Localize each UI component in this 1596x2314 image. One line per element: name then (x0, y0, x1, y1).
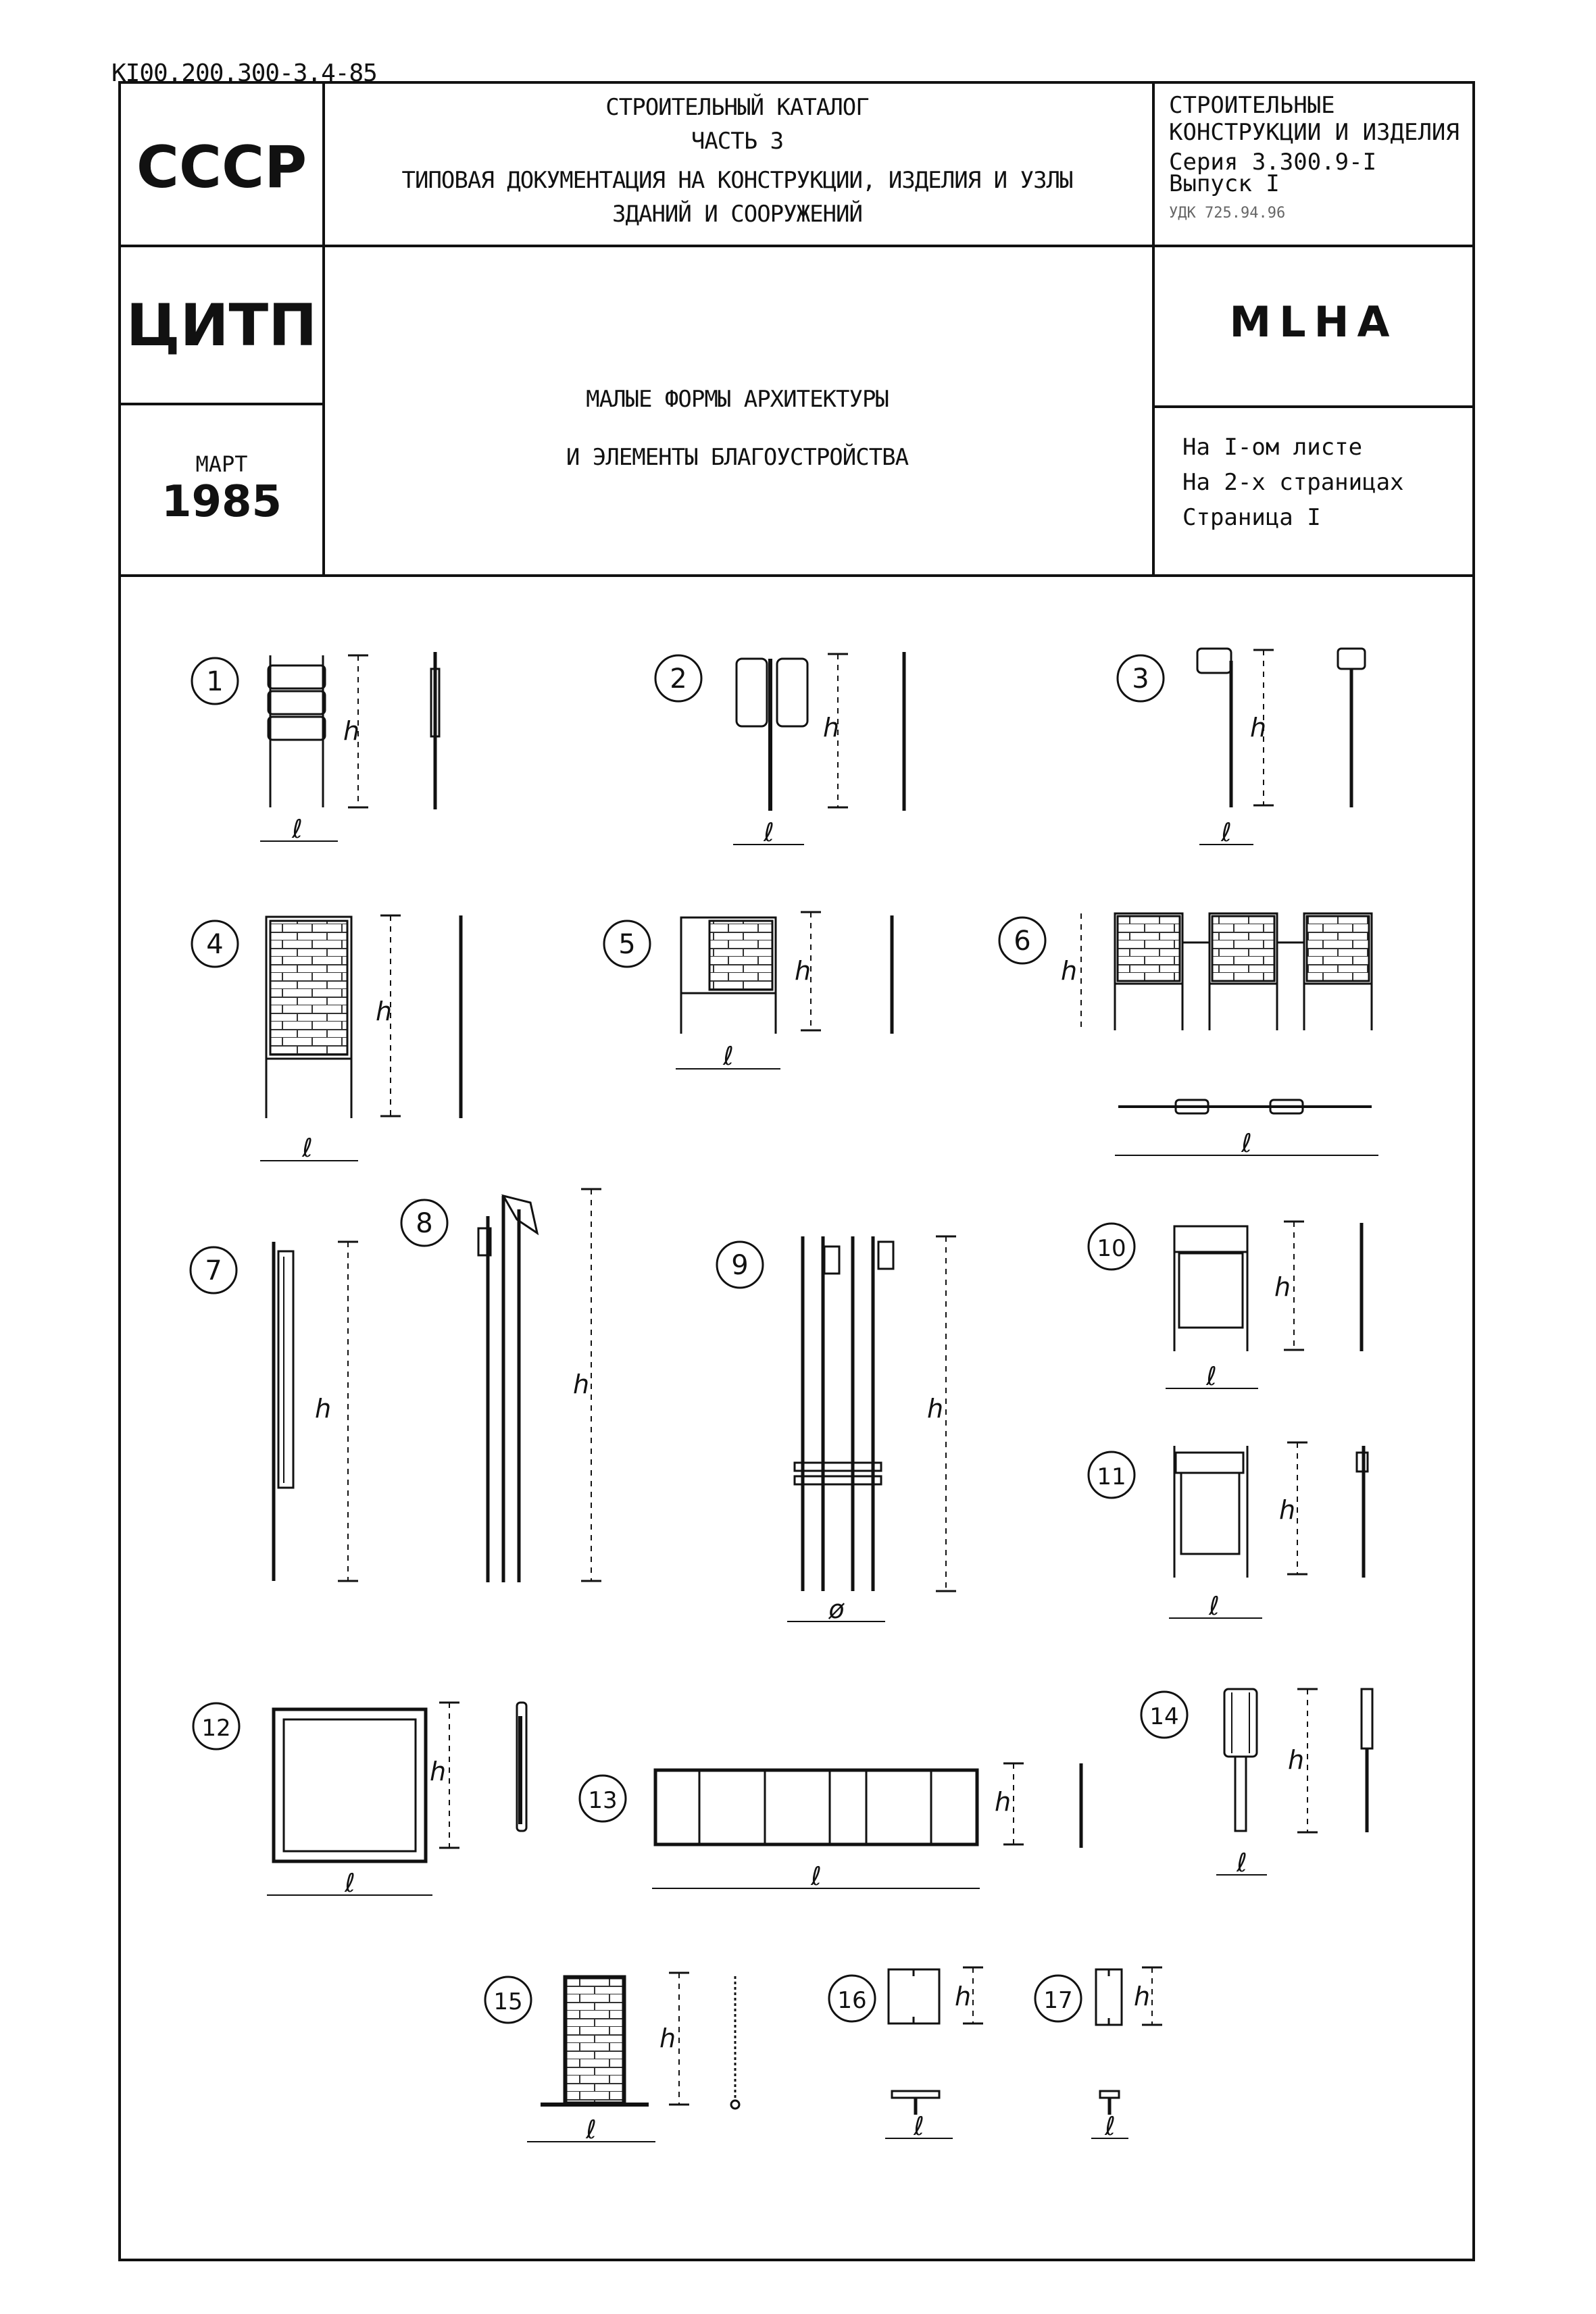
item-number: 17 (1043, 1987, 1073, 2014)
dim-l: ℓ (1209, 1591, 1220, 1621)
dim-h: h (1278, 1495, 1296, 1525)
dim-l: ℓ (1237, 1848, 1247, 1878)
item-5-drawing (676, 912, 892, 1069)
catalog-title: СТРОИТЕЛЬНЫЙ КАТАЛОГ ЧАСТЬ 3 ТИПОВАЯ ДОКУМЕНТАЦИЯ НА КОНСТРУКЦИИ, ИЗДЕЛИЯ И УЗЛЫ ЗДАНИЙ И СООРУЖЕНИЙ (401, 94, 1073, 228)
dim-h: h (659, 2023, 676, 2053)
item-number: 11 (1097, 1463, 1126, 1490)
dim-l: ℓ (345, 1868, 355, 1898)
dim-h: h (375, 997, 393, 1026)
item-number: 13 (588, 1787, 618, 1814)
item-number: 10 (1097, 1235, 1126, 1262)
item-number: 4 (206, 929, 224, 960)
dim-l: ℓ (1206, 1361, 1217, 1391)
issue-year: 1985 (161, 477, 282, 527)
document-code: KI00.200.300-3.4-85 (111, 59, 377, 87)
document-title: МАЛЫЕ ФОРМЫ АРХИТЕКТУРЫ И ЭЛЕМЕНТЫ БЛАГОУСТРОЙСТВА (566, 386, 909, 471)
item-15-drawing (527, 1973, 739, 2142)
dim-h: h (994, 1787, 1012, 1817)
dim-l: ℓ (811, 1861, 822, 1891)
dim-h: h (1287, 1745, 1305, 1775)
item-2-drawing (733, 652, 904, 845)
dim-h: h (429, 1757, 447, 1786)
item-number: 1 (206, 666, 224, 697)
item-number: 6 (1014, 926, 1031, 957)
item-4-drawing (260, 915, 461, 1161)
dim-l: ℓ (586, 2115, 597, 2144)
item-number: 9 (731, 1250, 749, 1281)
dim-l: ℓ (1221, 818, 1232, 847)
item-number: 14 (1149, 1703, 1179, 1730)
dim-h: h (794, 956, 812, 986)
item-9-drawing (787, 1236, 956, 1621)
dim-l: ℓ (764, 818, 774, 847)
dim-h: h (1274, 1272, 1291, 1302)
dim-h: h (954, 1982, 972, 2011)
section-block: СТРОИТЕЛЬНЫЕ КОНСТРУКЦИИ И ИЗДЕЛИЯ Серия 3.300.9-I Выпуск I УДК 725.94.96 (1169, 92, 1460, 222)
dim-h: h (1060, 956, 1078, 986)
item-10-drawing (1166, 1222, 1362, 1388)
dim-diameter: ø (828, 1594, 845, 1624)
item-14-drawing (1216, 1689, 1372, 1875)
item-number: 2 (670, 663, 687, 695)
org-ussr: СССР (136, 134, 307, 201)
item-number: 8 (416, 1208, 433, 1239)
item-12-drawing (267, 1703, 526, 1895)
item-13-drawing (652, 1763, 1081, 1888)
item-number: 3 (1132, 663, 1149, 695)
org-citp: ЦИТП (126, 292, 318, 359)
item-number: 15 (493, 1988, 523, 2015)
dim-h: h (822, 713, 840, 743)
code-box: MLHA (1229, 297, 1398, 347)
dim-h: h (314, 1394, 332, 1424)
dim-h: h (1249, 713, 1267, 743)
dim-h: h (926, 1394, 944, 1424)
item-1-drawing (260, 652, 439, 841)
dim-l: ℓ (1105, 2111, 1116, 2141)
dim-l: ℓ (1241, 1128, 1252, 1158)
dim-l: ℓ (292, 814, 303, 844)
dim-h: h (1133, 1982, 1151, 2011)
item-number: 7 (205, 1255, 222, 1286)
item-number: 5 (618, 929, 636, 960)
item-3-drawing (1197, 649, 1365, 845)
dim-l: ℓ (302, 1133, 313, 1163)
dim-l: ℓ (723, 1041, 734, 1071)
item-11-drawing (1169, 1442, 1368, 1618)
item-number: 12 (201, 1715, 231, 1742)
dim-h: h (343, 716, 360, 746)
item-number-circles (191, 655, 1187, 2023)
sheet-info: На I-ом листе На 2-х страницах Страница I (1182, 434, 1404, 531)
item-6-drawing (1081, 913, 1378, 1155)
dim-l: ℓ (914, 2111, 924, 2141)
issue-month: МАРТ (195, 451, 248, 477)
dim-h: h (572, 1369, 590, 1399)
item-number: 16 (837, 1987, 867, 2014)
item-17-drawing (1091, 1967, 1162, 2138)
